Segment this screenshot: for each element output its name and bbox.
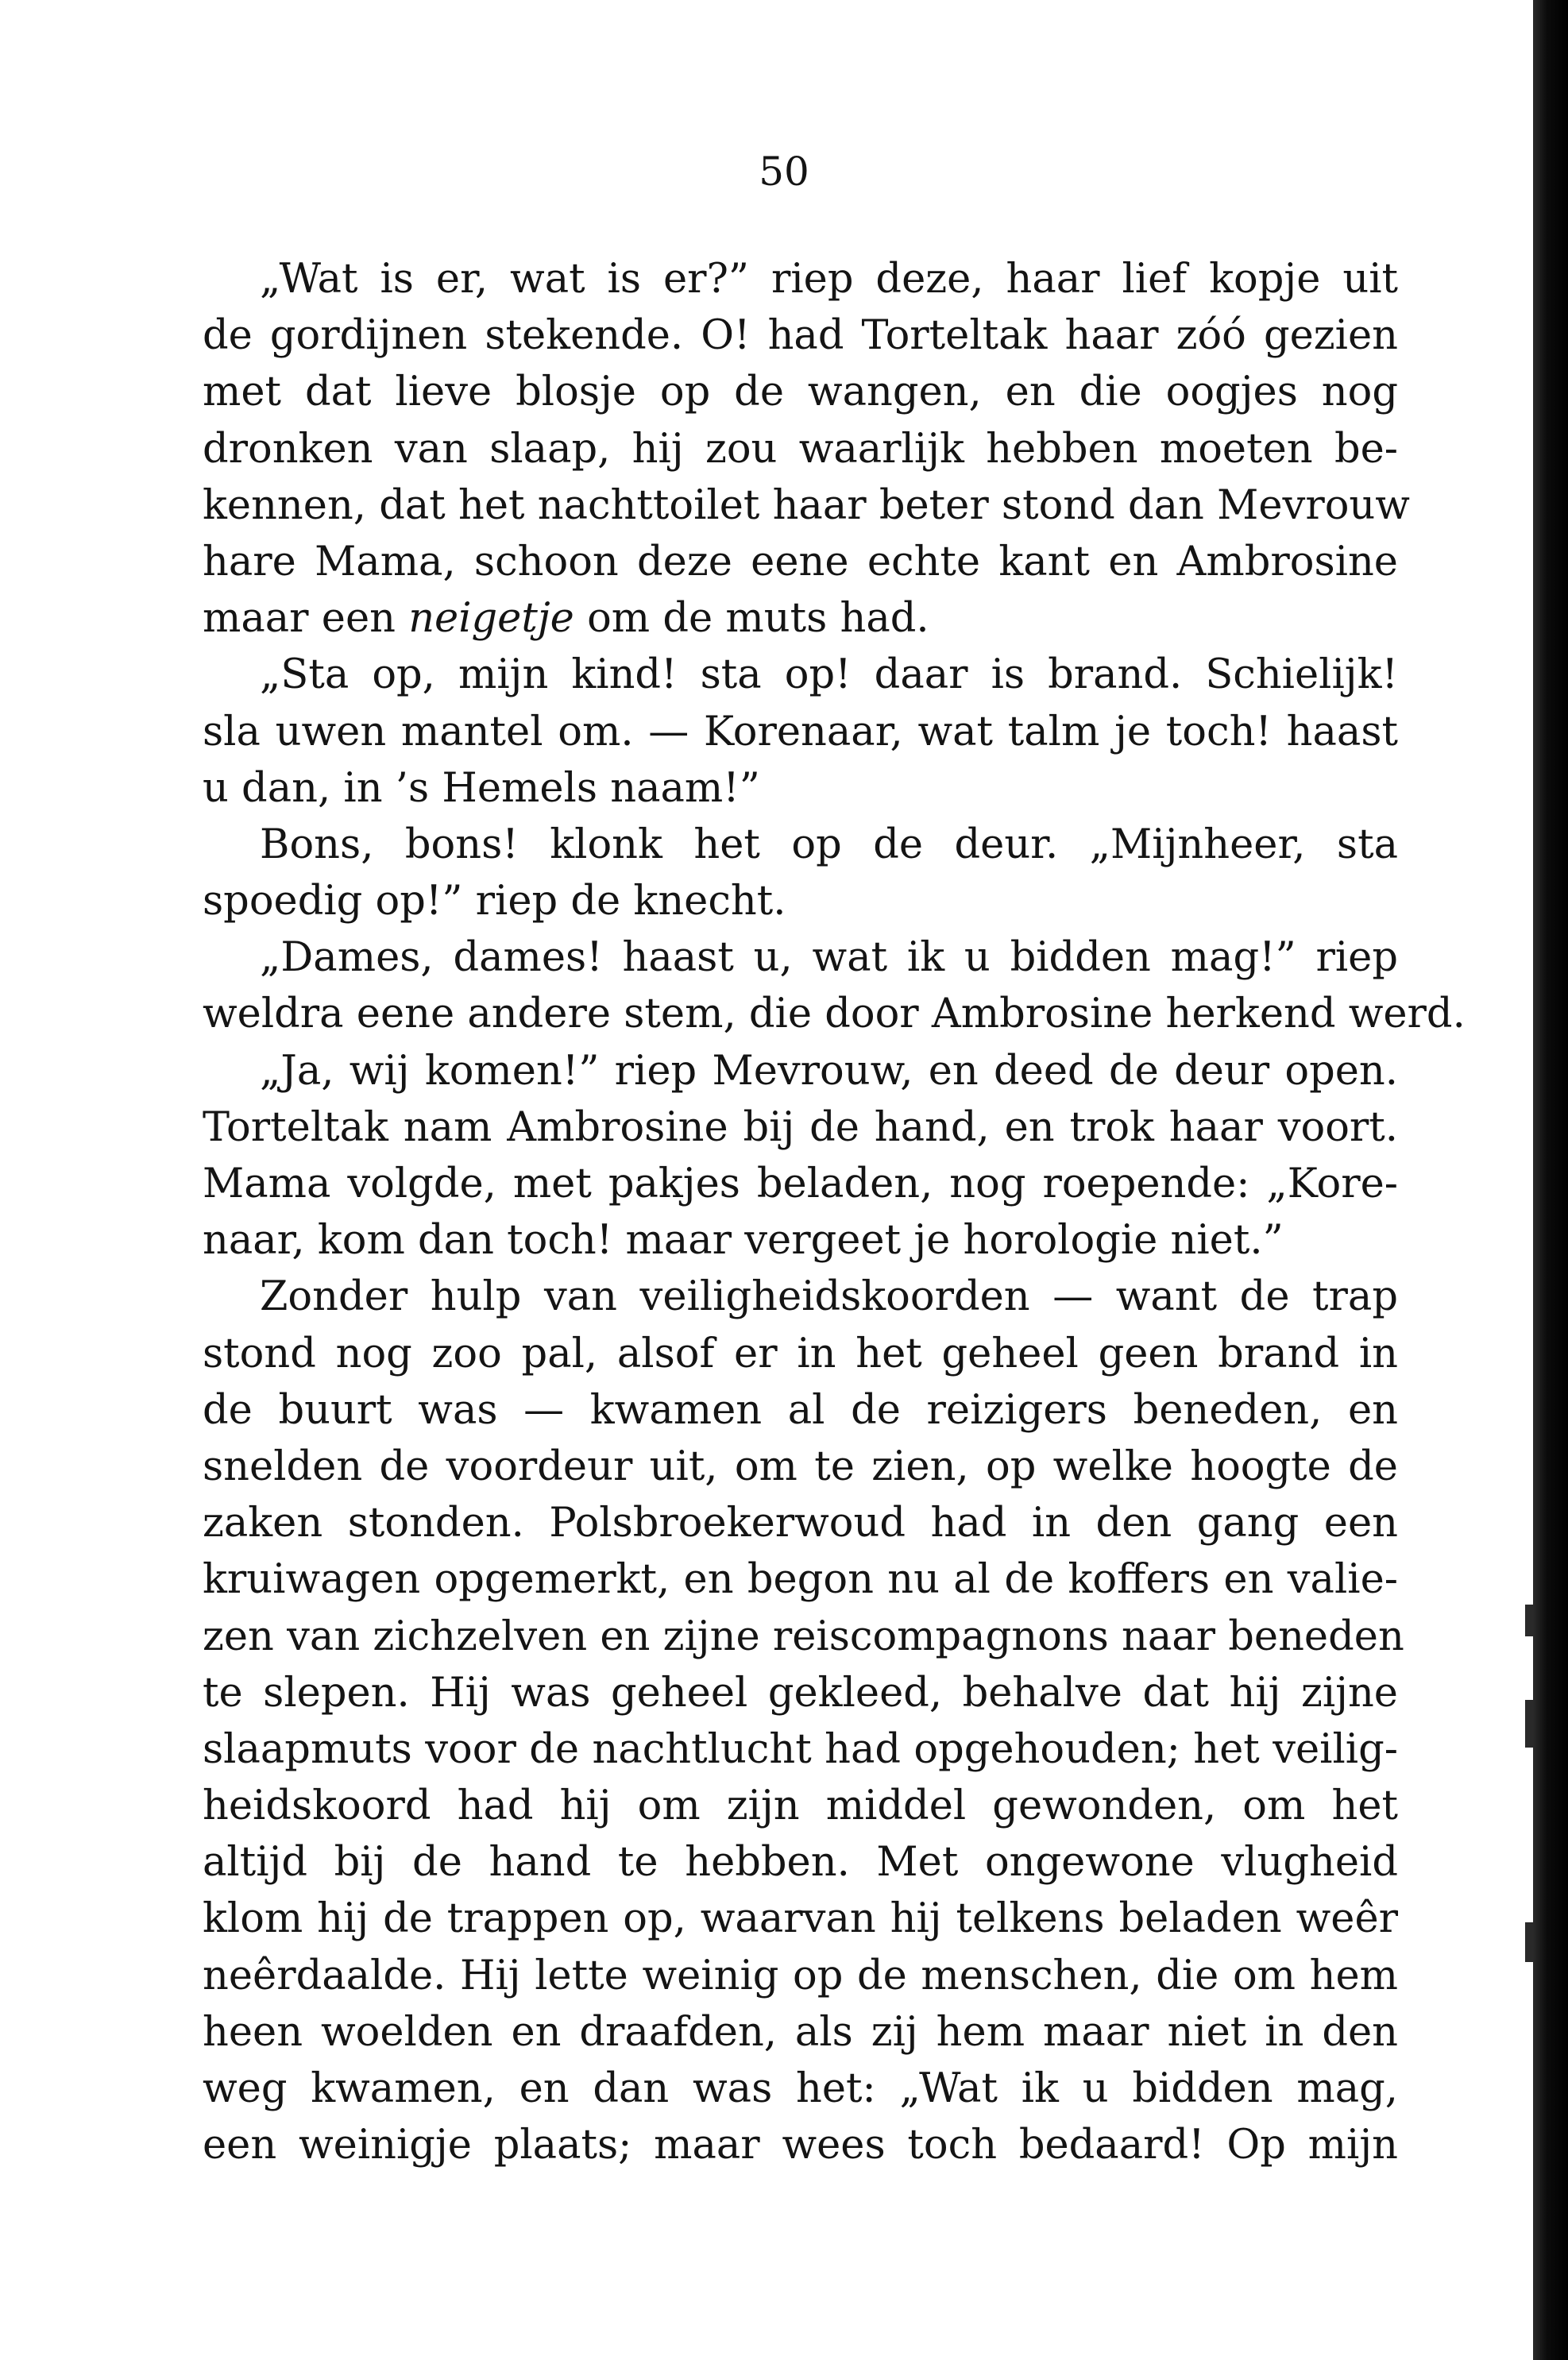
text-line: stond nog zoo pal, alsof er in het geheel geen brand in [203, 1330, 1398, 1377]
text-line: u dan, in ’s Hemels naam!” [203, 764, 760, 812]
text-line: de gordijnen stekende. O! had Torteltak haar zóó gezien [203, 312, 1398, 360]
text-line: altijd bij de hand te hebben. Met ongewone vlugheid [203, 1839, 1398, 1887]
text-segment: maar een [203, 595, 409, 643]
text-line: „Ja, wij komen!” riep Mevrouw, en deed de deur open. [260, 1047, 1398, 1095]
text-line [203, 590, 1398, 647]
text-line: de buurt was — kwamen al de reizigers beneden, en [203, 1386, 1398, 1434]
text-line: zaken stonden. Polsbroekerwoud had in den gang een [203, 1500, 1398, 1547]
text-line: Bons, bons! klonk het op de deur. „Mijnheer, sta [260, 821, 1398, 868]
text-line: naar, kom dan toch! maar vergeet je horologie niet.” [203, 1217, 1284, 1265]
scan-edge-shadow [1533, 0, 1568, 2360]
text-line: hare Mama, schoon deze eene echte kant en Ambrosine [203, 538, 1398, 585]
text-line: slaapmuts voor de nachtlucht had opgehouden; het veilig- [203, 1725, 1398, 1773]
page-number: 50 [759, 149, 809, 195]
text-line: weg kwamen, en dan was het: „Wat ik u bidden mag, [203, 2065, 1398, 2112]
text-line: neêrdaalde. Hij lette weinig op de menschen, die om hem [203, 1952, 1398, 1999]
text-line: Mama volgde, met pakjes beladen, nog roepende: „Kore- [203, 1161, 1398, 1207]
text-line: sla uwen mantel om. — Korenaar, wat talm je toch! haast [203, 708, 1398, 755]
text-line: „Sta op, mijn kind! sta op! daar is brand. Schielijk! [260, 651, 1398, 699]
body-text [203, 251, 1466, 2173]
text-line: heidskoord had hij om zijn middel gewonden, om het [203, 1783, 1398, 1830]
scan-edge-speck [1525, 1922, 1533, 1962]
text-line: Torteltak nam Ambrosine bij de hand, en trok haar voort. [203, 1103, 1398, 1151]
text-line: Zonder hulp van veiligheidskoorden — want de trap [260, 1273, 1398, 1321]
text-line: met dat lieve blosje op de wangen, en die oogjes nog [203, 369, 1398, 416]
text-line: zen van zichzelven en zijne reiscompagnons naar beneden [203, 1613, 1404, 1660]
text-line: een weinigje plaats; maar wees toch bedaard! Op mijn [203, 2122, 1398, 2169]
scan-edge-speck [1525, 1700, 1533, 1748]
text-line: kruiwagen opgemerkt, en begon nu al de koffers en valie- [203, 1556, 1398, 1604]
text-line: kennen, dat het nachttoilet haar beter stond dan Mevrouw [203, 481, 1410, 529]
text-line: weldra eene andere stem, die door Ambrosine herkend werd. [203, 991, 1466, 1038]
text-line: „Dames, dames! haast u, wat ik u bidden mag!” riep [260, 934, 1398, 982]
text-line: dronken van slaap, hij zou waarlijk hebben moeten be- [203, 425, 1398, 473]
text-line: te slepen. Hij was geheel gekleed, behalve dat hij zijne [203, 1669, 1398, 1717]
text-segment: om de muts had. [574, 595, 929, 643]
text-line: „Wat is er, wat is er?” riep deze, haar lief kopje uit [260, 256, 1398, 303]
text-line: klom hij de trappen op, waarvan hij telkens beladen weêr [203, 1895, 1398, 1943]
text-line: snelden de voordeur uit, om te zien, op welke hoogte de [203, 1443, 1398, 1490]
italic-word: neigetje [408, 595, 574, 643]
scan-edge-speck [1525, 1605, 1533, 1636]
text-line: heen woelden en draafden, als zij hem maar niet in den [203, 2008, 1398, 2056]
text-line: spoedig op!” riep de knecht. [203, 878, 786, 925]
